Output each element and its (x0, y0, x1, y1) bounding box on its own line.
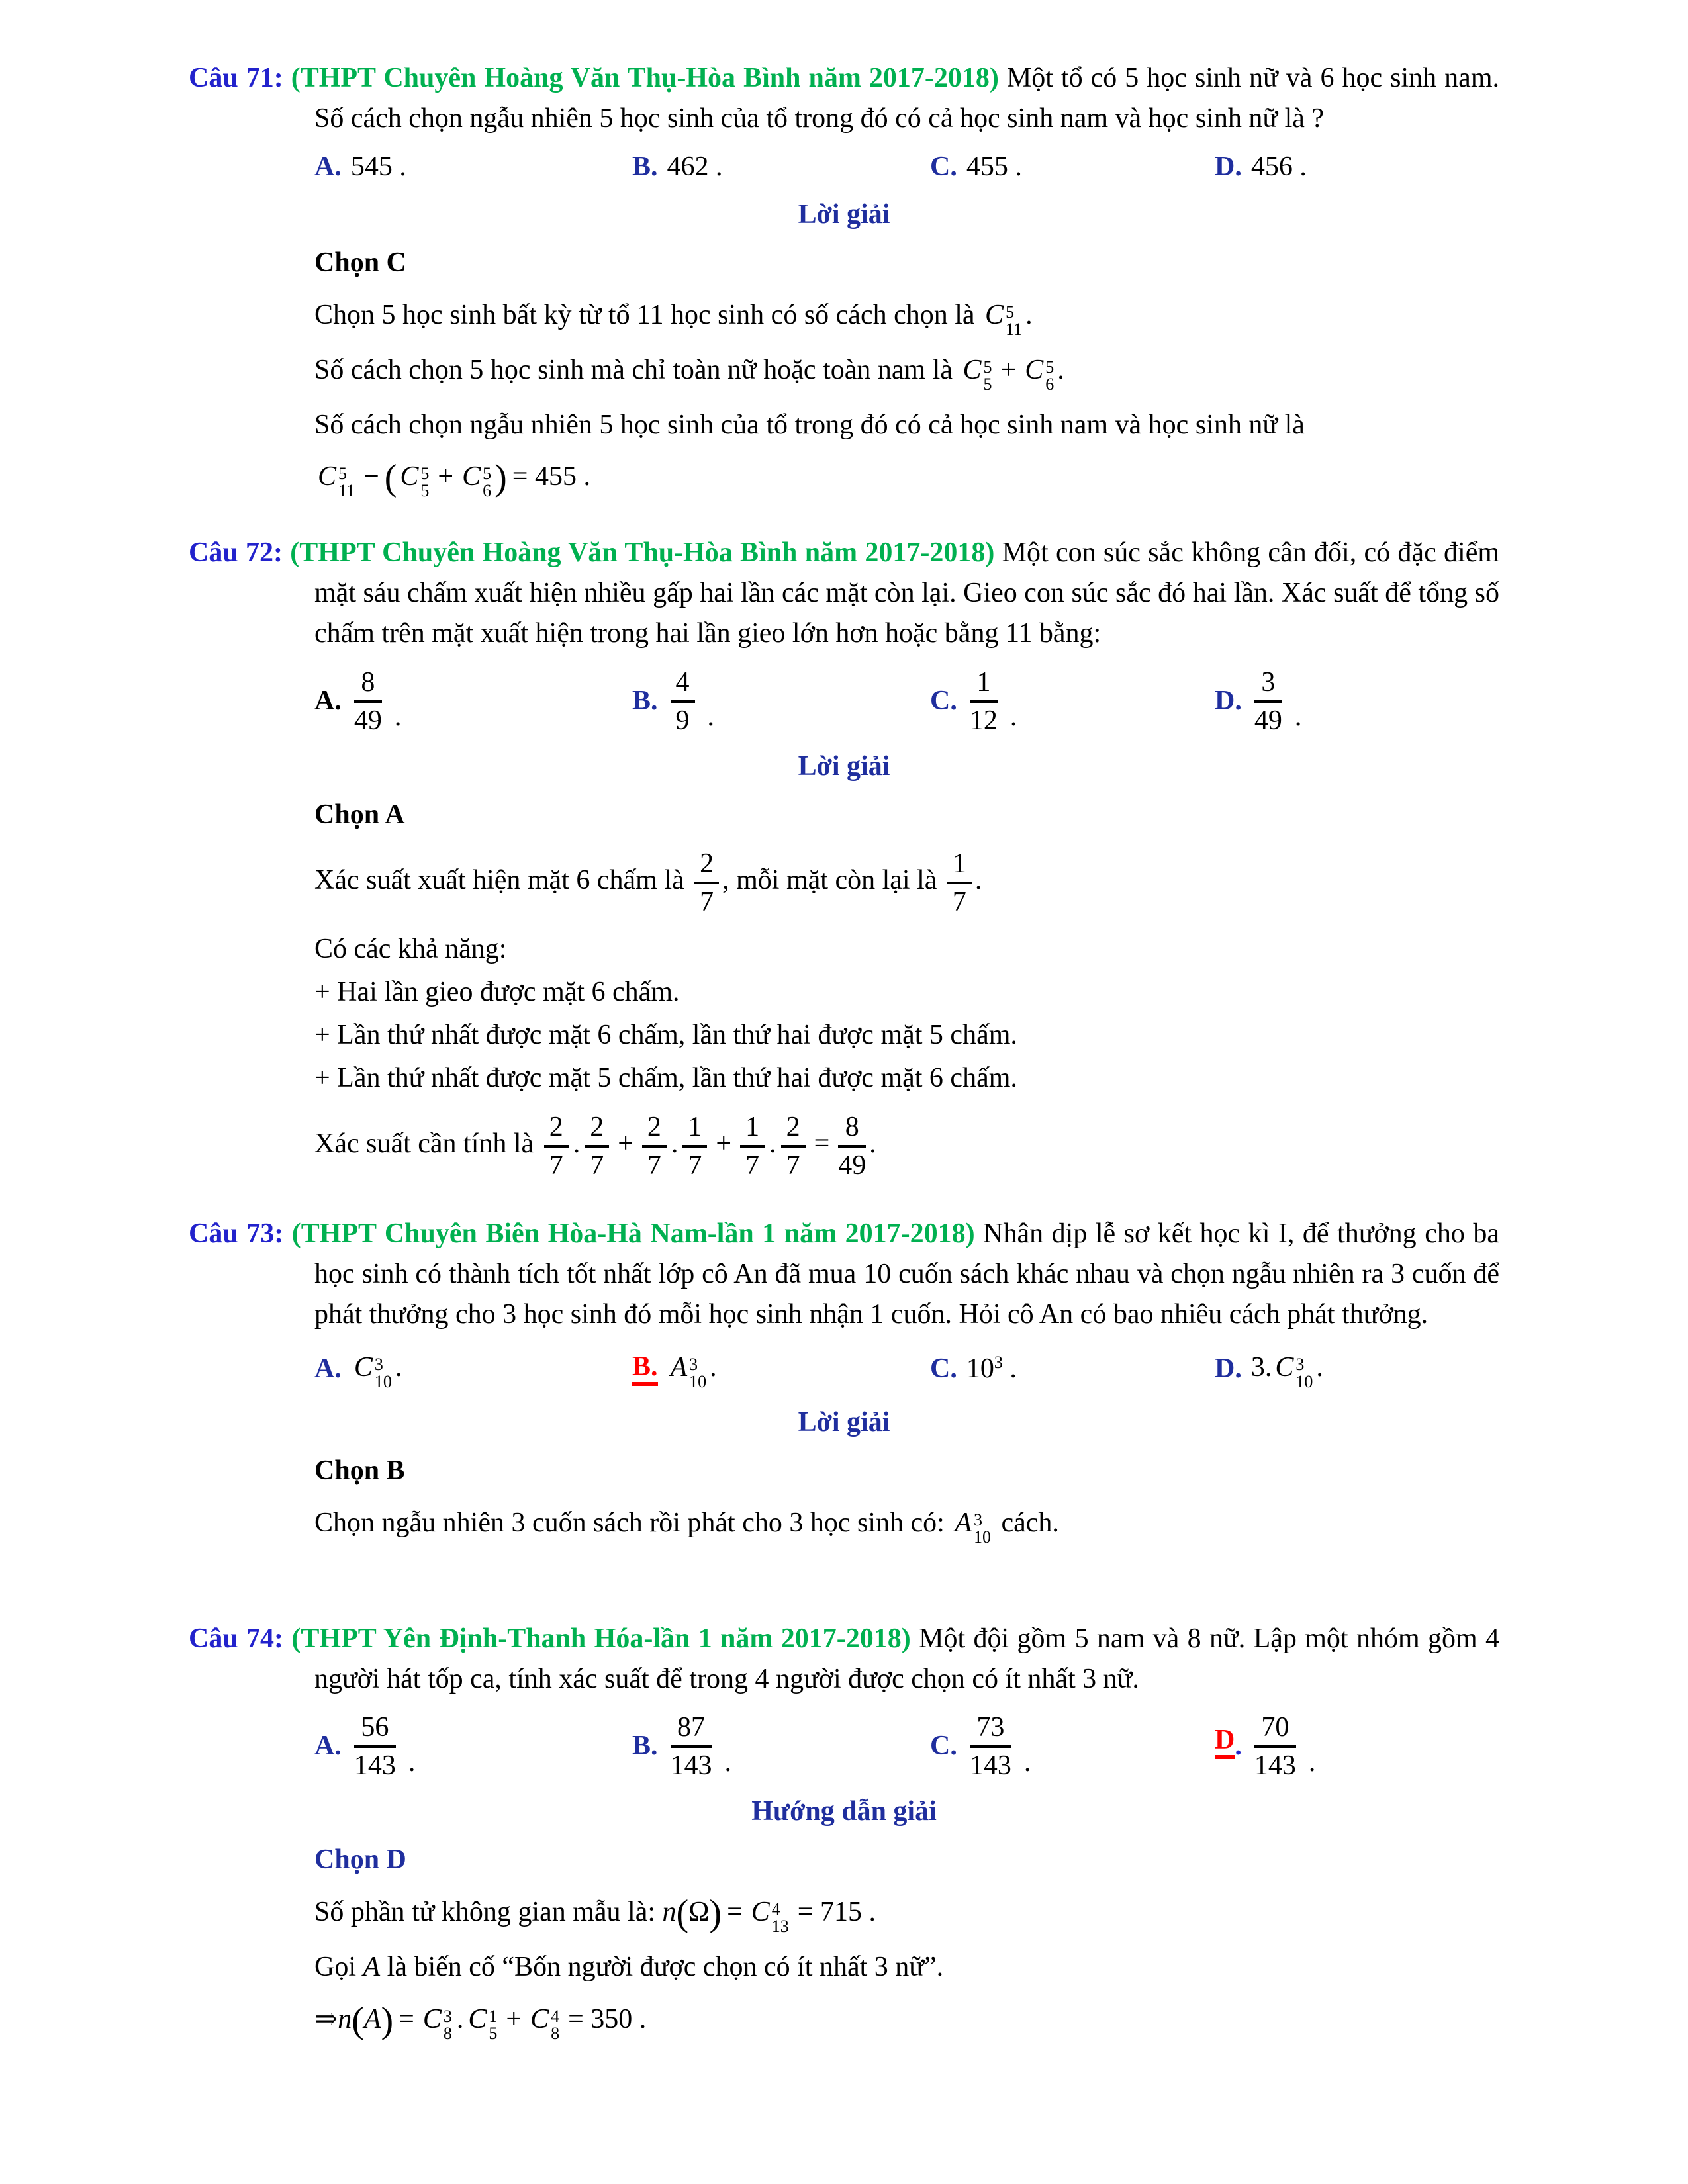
symbol-letter: A (670, 1352, 688, 1383)
option-c (930, 1343, 1017, 1396)
plus-operator: + (618, 1128, 633, 1159)
plus-operator: + (1000, 354, 1017, 385)
symbol-subscript: 10 (973, 1527, 991, 1547)
symbol-letter: C (962, 354, 982, 385)
period: . (724, 1747, 732, 1778)
fraction (354, 1711, 396, 1781)
left-paren: ( (676, 1893, 689, 1934)
period: . (394, 702, 402, 733)
symbol-scripts (489, 2008, 497, 2042)
question-text: Nhân dịp lễ sơ kết học kì I, để thưởng cho ba học sinh có thành tích tốt nhất lớp cô An đã mua 10 cuốn sách khác nhau và chọn ngẫu nhiên ra 3 cuốn để phát thưởng cho 3 học sinh đó mỗi học sinh nhận 1 cuốn. Hỏi cô An có bao nhiêu cách phát thưởng. (314, 1218, 1499, 1330)
q72-solution-line-2 (314, 929, 1499, 970)
symbol-superscript: 5 (1045, 357, 1055, 377)
text-run: Chọn 5 học sinh bất kỳ từ tổ 11 học sinh có số cách chọn là (314, 299, 982, 330)
equation-result: = 455 . (512, 461, 590, 492)
equals-operator: = (727, 1897, 743, 1928)
fraction-numerator: 3 (1254, 666, 1282, 703)
fraction (740, 1111, 765, 1181)
period: . (1057, 354, 1064, 385)
fraction-numerator: 1 (682, 1111, 707, 1148)
q74-solution-formula (314, 1999, 1499, 2042)
symbol-letter: A (955, 1507, 972, 1538)
question-73 (189, 1214, 1499, 1545)
option-a (314, 147, 406, 188)
implies-arrow: ⇒ (314, 2004, 338, 2035)
symbol-scripts (551, 2008, 559, 2042)
fraction-numerator: 1 (740, 1111, 765, 1148)
symbol-superscript: 3 (443, 2007, 452, 2026)
symbol-subscript: 6 (483, 481, 492, 501)
multiply-dot: . (573, 1128, 581, 1159)
fraction-numerator: 87 (671, 1711, 712, 1748)
symbol-superscript: 3 (1295, 1355, 1305, 1375)
option-letter: B. (632, 152, 658, 183)
option-letter: A. (314, 1731, 342, 1761)
symbol-scripts (1295, 1356, 1313, 1390)
fraction (694, 847, 719, 917)
fraction-denominator: 12 (969, 705, 998, 737)
plus-operator: + (438, 461, 454, 492)
text-run: Số phần tử không gian mẫu là: (314, 1897, 663, 1928)
symbol-scripts (1006, 304, 1022, 338)
question-text: Một tổ có 5 học sinh nữ và 6 học sinh nam. Số cách chọn ngẫu nhiên 5 học sinh của tổ trong đó có cả học sinh nam và học sinh nữ là ? (314, 63, 1499, 134)
fraction (1254, 666, 1282, 736)
solution-heading: Lời giải (798, 751, 890, 782)
q72-solution-formula (314, 1111, 1499, 1181)
period: . (710, 1352, 717, 1383)
symbol-letter: C (985, 299, 1004, 330)
symbol-scripts (483, 465, 491, 500)
symbol-scripts (689, 1356, 706, 1390)
fraction-denominator: 7 (952, 887, 966, 918)
q74-answer-options (189, 1707, 1499, 1785)
symbol-subscript: 13 (771, 1917, 789, 1936)
symbol-superscript: 4 (551, 2007, 560, 2026)
symbol-subscript: 10 (689, 1372, 707, 1392)
n-function: n (338, 2004, 352, 2035)
fraction-numerator: 1 (970, 666, 998, 703)
period: . (1023, 1747, 1031, 1778)
fraction (838, 1111, 866, 1181)
event-symbol: A (363, 2004, 381, 2035)
option-d (1215, 1707, 1315, 1785)
option-b (632, 1707, 731, 1785)
fraction-numerator: 2 (585, 1111, 609, 1148)
option-a (314, 1707, 415, 1785)
plus-operator: + (716, 1128, 732, 1159)
question-source: (THPT Chuyên Hoàng Văn Thụ-Hòa Bình năm 2017-2018) (290, 537, 995, 569)
multiply-dot: . (769, 1128, 776, 1159)
omega-symbol: Ω (688, 1897, 710, 1928)
fraction (642, 1111, 667, 1181)
q72-answer-options (189, 662, 1499, 740)
fraction-numerator: 2 (544, 1111, 569, 1148)
option-b (632, 147, 723, 188)
option-value (351, 1347, 402, 1390)
multiply-dot: . (671, 1128, 679, 1159)
fraction (970, 666, 998, 736)
symbol-letter: C (422, 2004, 442, 2035)
event-symbol: A (363, 1952, 381, 1983)
symbol-subscript: 8 (551, 2024, 560, 2044)
fraction (671, 1711, 712, 1781)
fraction-denominator: 7 (688, 1150, 702, 1181)
option-c (930, 1707, 1031, 1785)
option-b (632, 1343, 717, 1396)
symbol-scripts (1045, 359, 1054, 393)
question-number: Câu 74: (189, 1623, 284, 1654)
symbol-scripts (772, 1901, 789, 1935)
option-value (1251, 1347, 1323, 1390)
fraction-numerator: 2 (694, 847, 719, 884)
option-letter: D (1215, 1726, 1235, 1759)
fraction (544, 1111, 569, 1181)
option-value: 455 . (966, 152, 1022, 183)
symbol-scripts (420, 465, 429, 500)
option-letter: B. (632, 1731, 658, 1761)
right-paren: ) (494, 457, 507, 499)
symbol-superscript: 5 (420, 464, 430, 484)
combination-symbol (530, 1999, 559, 2042)
fraction-numerator: 2 (781, 1111, 806, 1148)
text-run: Xác suất xuất hiện mặt 6 chấm là (314, 864, 692, 895)
combination-symbol (751, 1892, 789, 1935)
symbol-scripts (974, 1512, 991, 1546)
fraction (354, 666, 382, 736)
option-letter: A. (314, 152, 342, 183)
fraction-denominator: 49 (353, 705, 382, 737)
option-letter: C. (930, 1731, 957, 1761)
symbol-subscript: 5 (420, 481, 430, 501)
fraction (671, 666, 695, 736)
option-letter: B. (632, 685, 658, 716)
symbol-letter: C (751, 1897, 770, 1928)
text-run: + Lần thứ nhất được mặt 5 chấm, lần thứ hai được mặt 6 chấm. (314, 1062, 1017, 1093)
left-paren: ( (352, 2000, 364, 2042)
equation-result: = 715 . (797, 1897, 876, 1928)
q72-solution-line-1 (314, 847, 1499, 917)
combination-symbol (400, 457, 429, 500)
option-b (632, 662, 714, 740)
solution-heading: Hướng dẫn giải (751, 1796, 937, 1827)
combination-symbol (354, 1347, 392, 1390)
solution-heading: Lời giải (798, 199, 890, 230)
equals-operator: = (399, 2004, 414, 2035)
symbol-letter: C (1025, 354, 1044, 385)
symbol-subscript: 8 (443, 2024, 452, 2044)
equals-operator: = (814, 1128, 830, 1159)
combination-symbol (423, 1999, 452, 2042)
symbol-letter: C (400, 461, 419, 492)
option-c (930, 662, 1017, 740)
symbol-scripts (338, 465, 355, 500)
multiply-dot: . (456, 2004, 464, 2035)
combination-symbol (462, 457, 491, 500)
option-letter: C. (930, 685, 957, 716)
symbol-superscript: 4 (771, 1899, 780, 1919)
option-value (667, 1347, 717, 1390)
question-source: (THPT Chuyên Biên Hòa-Hà Nam-lần 1 năm 2017-2018) (291, 1218, 975, 1250)
period: . (1009, 702, 1017, 733)
fraction-denominator: 7 (647, 1150, 661, 1181)
fraction (1254, 1711, 1296, 1781)
power-base: 10 (966, 1353, 994, 1385)
fraction-numerator: 4 (671, 666, 695, 703)
fraction-numerator: 73 (970, 1711, 1011, 1748)
fraction-numerator: 8 (838, 1111, 866, 1148)
chosen-answer: Chọn C (314, 247, 406, 278)
option-letter: C. (930, 152, 957, 183)
text-run: + Hai lần gieo được mặt 6 chấm. (314, 977, 680, 1008)
question-71 (189, 58, 1499, 500)
fraction-denominator: 7 (700, 887, 714, 918)
fraction-denominator: 7 (786, 1150, 800, 1181)
right-paren: ) (381, 2000, 394, 2042)
question-74-statement (189, 1619, 1499, 1700)
fraction-denominator: 7 (549, 1150, 563, 1181)
fraction (682, 1111, 707, 1181)
question-73-statement (189, 1214, 1499, 1335)
text-run: Có các khả năng: (314, 934, 507, 965)
fraction-numerator: 56 (354, 1711, 396, 1748)
symbol-letter: C (468, 2004, 487, 2035)
period: . (1308, 1747, 1316, 1778)
option-letter-correct: B. (632, 1353, 658, 1386)
chosen-answer: Chọn B (314, 1455, 405, 1486)
combination-symbol (1275, 1347, 1313, 1390)
symbol-letter: C (1275, 1352, 1294, 1383)
question-source: (THPT Yên Định-Thanh Hóa-lần 1 năm 2017-2018) (291, 1623, 911, 1654)
option-d (1215, 662, 1301, 740)
q71-solution-line-2 (314, 350, 1499, 393)
question-text: Một đội gồm 5 nam và 8 nữ. Lập một nhóm gồm 4 người hát tốp ca, tính xác suất để trong 4 người được chọn có ít nhất 3 nữ. (314, 1623, 1500, 1694)
n-function: n (662, 1897, 677, 1928)
chosen-answer: Chọn A (314, 799, 405, 831)
power-exponent: 3 (994, 1353, 1003, 1373)
fraction-numerator: 2 (642, 1111, 667, 1148)
symbol-letter: C (318, 461, 337, 492)
option-a (314, 1343, 402, 1396)
period: . (1025, 299, 1033, 330)
option-letter-correct (1215, 1726, 1242, 1766)
option-letter: D. (1215, 152, 1242, 183)
period: . (707, 702, 715, 733)
text-run: Số cách chọn ngẫu nhiên 5 học sinh của tổ trong đó có cả học sinh nam và học sinh nữ là (314, 409, 1305, 440)
period: . (869, 1128, 876, 1159)
symbol-superscript: 5 (338, 464, 348, 484)
fraction-numerator: 70 (1254, 1711, 1296, 1748)
option-d (1215, 147, 1307, 188)
arrangement-symbol (955, 1503, 991, 1546)
symbol-scripts (375, 1356, 392, 1390)
symbol-letter: C (462, 461, 481, 492)
q72-solution-line-3 (314, 972, 1499, 1013)
solution-heading: Lời giải (798, 1406, 890, 1437)
option-value: 456 . (1250, 152, 1307, 183)
q71-answer-options (189, 147, 1499, 188)
question-72 (189, 533, 1499, 1181)
q71-solution-line-3 (314, 405, 1499, 445)
fraction-denominator: 49 (1254, 705, 1282, 737)
plus-operator: + (506, 2004, 522, 2035)
symbol-superscript: 1 (489, 2007, 498, 2026)
option-letter: D. (1215, 685, 1242, 716)
question-source: (THPT Chuyên Hoàng Văn Thụ-Hòa Bình năm 2017-2018) (291, 63, 999, 93)
text-run: Gọi (314, 1952, 363, 1983)
period: . (1316, 1352, 1323, 1383)
q72-solution-line-5 (314, 1058, 1499, 1099)
symbol-subscript: 5 (489, 2024, 498, 2044)
chosen-answer: Chọn D (314, 1844, 406, 1876)
symbol-letter: C (530, 2004, 549, 2035)
symbol-subscript: 6 (1045, 374, 1055, 394)
combination-symbol (985, 295, 1022, 338)
question-number: Câu 73: (189, 1218, 284, 1250)
fraction-denominator: 143 (969, 1751, 1011, 1782)
option-letter: D. (1215, 1353, 1242, 1385)
symbol-subscript: 10 (1295, 1372, 1313, 1392)
option-letter: A. (314, 1353, 342, 1385)
q71-solution-formula (314, 457, 1499, 500)
fraction-denominator: 7 (590, 1150, 604, 1181)
symbol-superscript: 3 (973, 1510, 982, 1529)
symbol-superscript: 3 (689, 1355, 698, 1375)
q72-solution-line-4 (314, 1015, 1499, 1056)
arrangement-symbol (671, 1347, 707, 1390)
combination-symbol (318, 457, 355, 500)
coefficient: 3. (1250, 1352, 1272, 1383)
letter-period: . (1235, 1731, 1242, 1761)
option-value: 462 . (667, 152, 723, 183)
q73-solution-line-1 (314, 1503, 1499, 1546)
option-c (930, 147, 1022, 188)
option-letter: A. (314, 685, 342, 716)
period: . (974, 864, 982, 895)
fraction (585, 1111, 609, 1181)
combination-symbol (1025, 350, 1054, 393)
combination-symbol (468, 1999, 497, 2042)
symbol-superscript: 5 (483, 464, 492, 484)
text-run: Số cách chọn 5 học sinh mà chỉ toàn nữ hoặc toàn nam là (314, 354, 960, 385)
symbol-subscript: 5 (983, 374, 992, 394)
fraction-numerator: 8 (354, 666, 382, 703)
symbol-scripts (984, 359, 992, 393)
fraction (970, 1711, 1011, 1781)
period: . (408, 1747, 416, 1778)
text-run: Xác suất cần tính là (314, 1128, 541, 1159)
period: . (1009, 1353, 1017, 1385)
question-number: Câu 72: (189, 537, 283, 569)
option-d (1215, 1343, 1323, 1396)
q73-answer-options (189, 1343, 1499, 1396)
question-74 (189, 1619, 1499, 2042)
text-run: , mỗi mặt còn lại là (722, 864, 944, 895)
period: . (1294, 702, 1302, 733)
option-value: 545 . (350, 152, 406, 183)
question-number: Câu 71: (189, 63, 283, 93)
fraction-denominator: 9 (675, 705, 690, 737)
option-a (314, 662, 401, 740)
option-letter: C. (930, 1353, 957, 1385)
fraction-denominator: 143 (670, 1751, 712, 1782)
q74-solution-line-2 (314, 1947, 1499, 1987)
text-run: cách. (994, 1507, 1059, 1538)
symbol-subscript: 11 (1006, 319, 1023, 339)
fraction-denominator: 143 (353, 1751, 396, 1782)
left-paren: ( (384, 457, 397, 499)
period: . (395, 1352, 402, 1383)
fraction-denominator: 49 (838, 1150, 867, 1181)
q71-solution-line-1 (314, 295, 1499, 338)
fraction-numerator: 1 (947, 847, 972, 884)
text-run: + Lần thứ nhất được mặt 6 chấm, lần thứ hai được mặt 5 chấm. (314, 1020, 1017, 1051)
fraction (947, 847, 972, 917)
option-value (966, 1349, 1017, 1389)
symbol-subscript: 11 (338, 481, 355, 501)
symbol-superscript: 5 (1006, 302, 1015, 322)
question-71-statement (189, 58, 1499, 139)
fraction-denominator: 7 (745, 1150, 760, 1181)
minus-operator: − (363, 461, 379, 492)
symbol-superscript: 3 (374, 1355, 383, 1375)
symbol-subscript: 10 (374, 1372, 392, 1392)
text-run: là biến cố “Bốn người được chọn có ít nhất 3 nữ”. (380, 1952, 944, 1983)
right-paren: ) (709, 1893, 722, 1934)
question-72-statement (189, 533, 1499, 654)
question-text: Một con súc sắc không cân đối, có đặc điểm mặt sáu chấm xuất hiện nhiều gấp hai lần các mặt còn lại. Gieo con súc sắc đó hai lần. Xác suất để tổng số chấm trên mặt xuất hiện trong hai lần gieo lớn hơn hoặc bằng 11 bằng: (314, 537, 1499, 649)
symbol-scripts (444, 2008, 452, 2042)
symbol-superscript: 5 (983, 357, 992, 377)
text-run: Chọn ngẫu nhiên 3 cuốn sách rồi phát cho 3 học sinh có: (314, 1507, 952, 1538)
symbol-letter: C (353, 1352, 373, 1383)
fraction-denominator: 143 (1254, 1751, 1296, 1782)
q74-solution-line-1 (314, 1892, 1499, 1935)
fraction (781, 1111, 806, 1181)
equation-result: = 350 . (568, 2004, 647, 2035)
combination-symbol (963, 350, 992, 393)
